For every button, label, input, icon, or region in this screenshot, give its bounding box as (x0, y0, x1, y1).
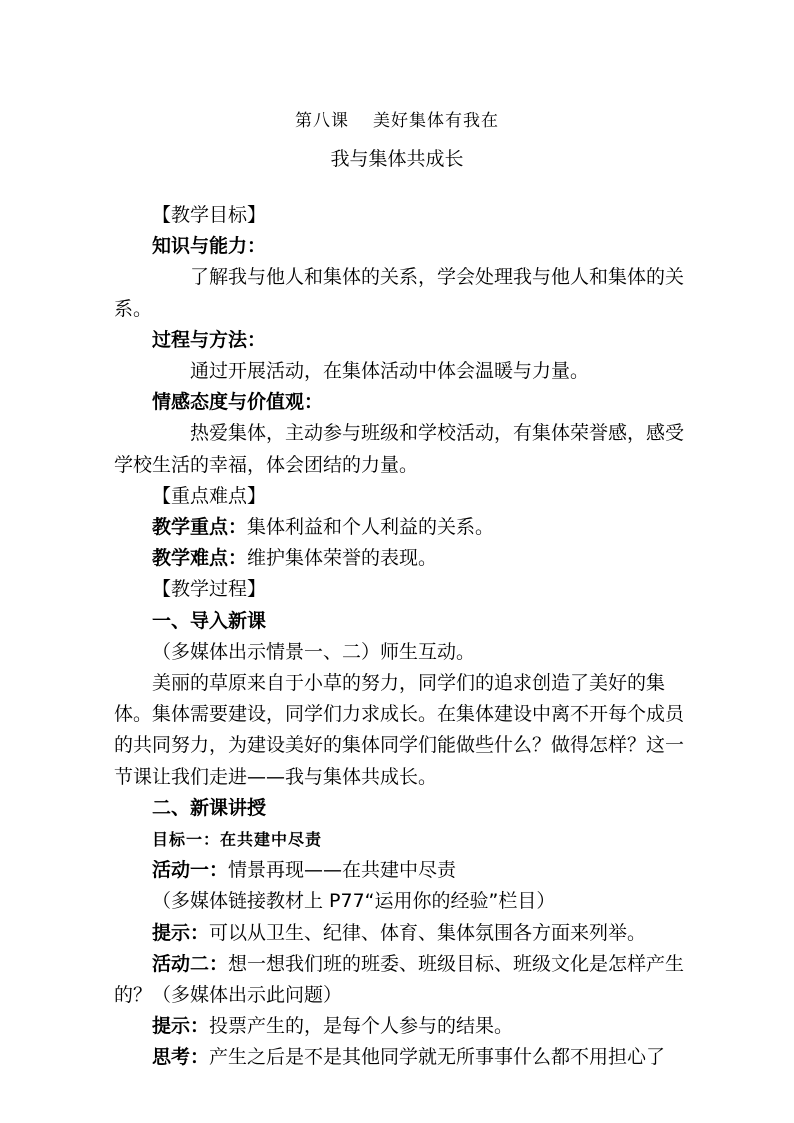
activity-one: 活动一：情景再现——在共建中尽责 (152, 859, 457, 882)
goal-one: 目标一：在共建中尽责 (152, 830, 323, 850)
new-lesson-heading: 二、新课讲授 (152, 796, 267, 819)
hint-two: 提示：投票产生的，是每个人参与的结果。 (152, 1015, 514, 1038)
intro-heading: 一、导入新课 (152, 609, 267, 632)
key-header: 【重点难点】 (152, 484, 267, 507)
document-body (114, 200, 698, 1074)
think: 思考：产生之后是不是其他同学就无所事事什么都不用担心了 (152, 1046, 666, 1069)
difficulty-point: 教学难点：维护集体荣誉的表现。 (152, 547, 438, 570)
lesson-title (0, 106, 794, 131)
activity-one-note: （多媒体链接教材上 P77“运用你的经验”栏目） (152, 890, 556, 913)
process-header: 【教学过程】 (152, 578, 267, 601)
intro-line: （多媒体出示情景一、二）师生互动。 (152, 640, 476, 663)
intro-paragraph: 美丽的草原来自于小草的努力，同学们的追求创造了美好的集体。集体需要建设，同学们力求成长。在集体建设中离不开每个成员的共同努力，为建设美好的集体同学们能做些什么？做得怎样？这一节课让我们走进——我与集体共成长。 (114, 672, 685, 788)
process-method-text: 通过开展活动，在集体活动中体会温暖与力量。 (190, 360, 590, 383)
lesson-name: 美好集体有我在 (373, 111, 499, 131)
lesson-number: 第八课 (295, 111, 349, 131)
key-point: 教学重点：集体利益和个人利益的关系。 (152, 516, 495, 539)
emotion-text: 热爱集体，主动参与班级和学校活动，有集体荣誉感，感受学校生活的幸福，体会团结的力量。 (114, 422, 685, 476)
goals-header: 【教学目标】 (152, 204, 267, 226)
activity-two: 活动二：想一想我们班的班委、班级目标、班级文化是怎样产生的？（多媒体出示此问题） (114, 952, 685, 1007)
subtitle: 我与集体共成长 (330, 148, 464, 170)
knowledge-text: 了解我与他人和集体的关系，学会处理我与他人和集体的关系。 (114, 266, 685, 320)
hint-one: 提示：可以从卫生、纪律、体育、集体氛围各方面来列举。 (152, 921, 647, 944)
process-method-label: 过程与方法： (152, 328, 267, 351)
knowledge-label: 知识与能力： (152, 235, 267, 258)
emotion-label: 情感态度与价值观： (152, 391, 324, 414)
